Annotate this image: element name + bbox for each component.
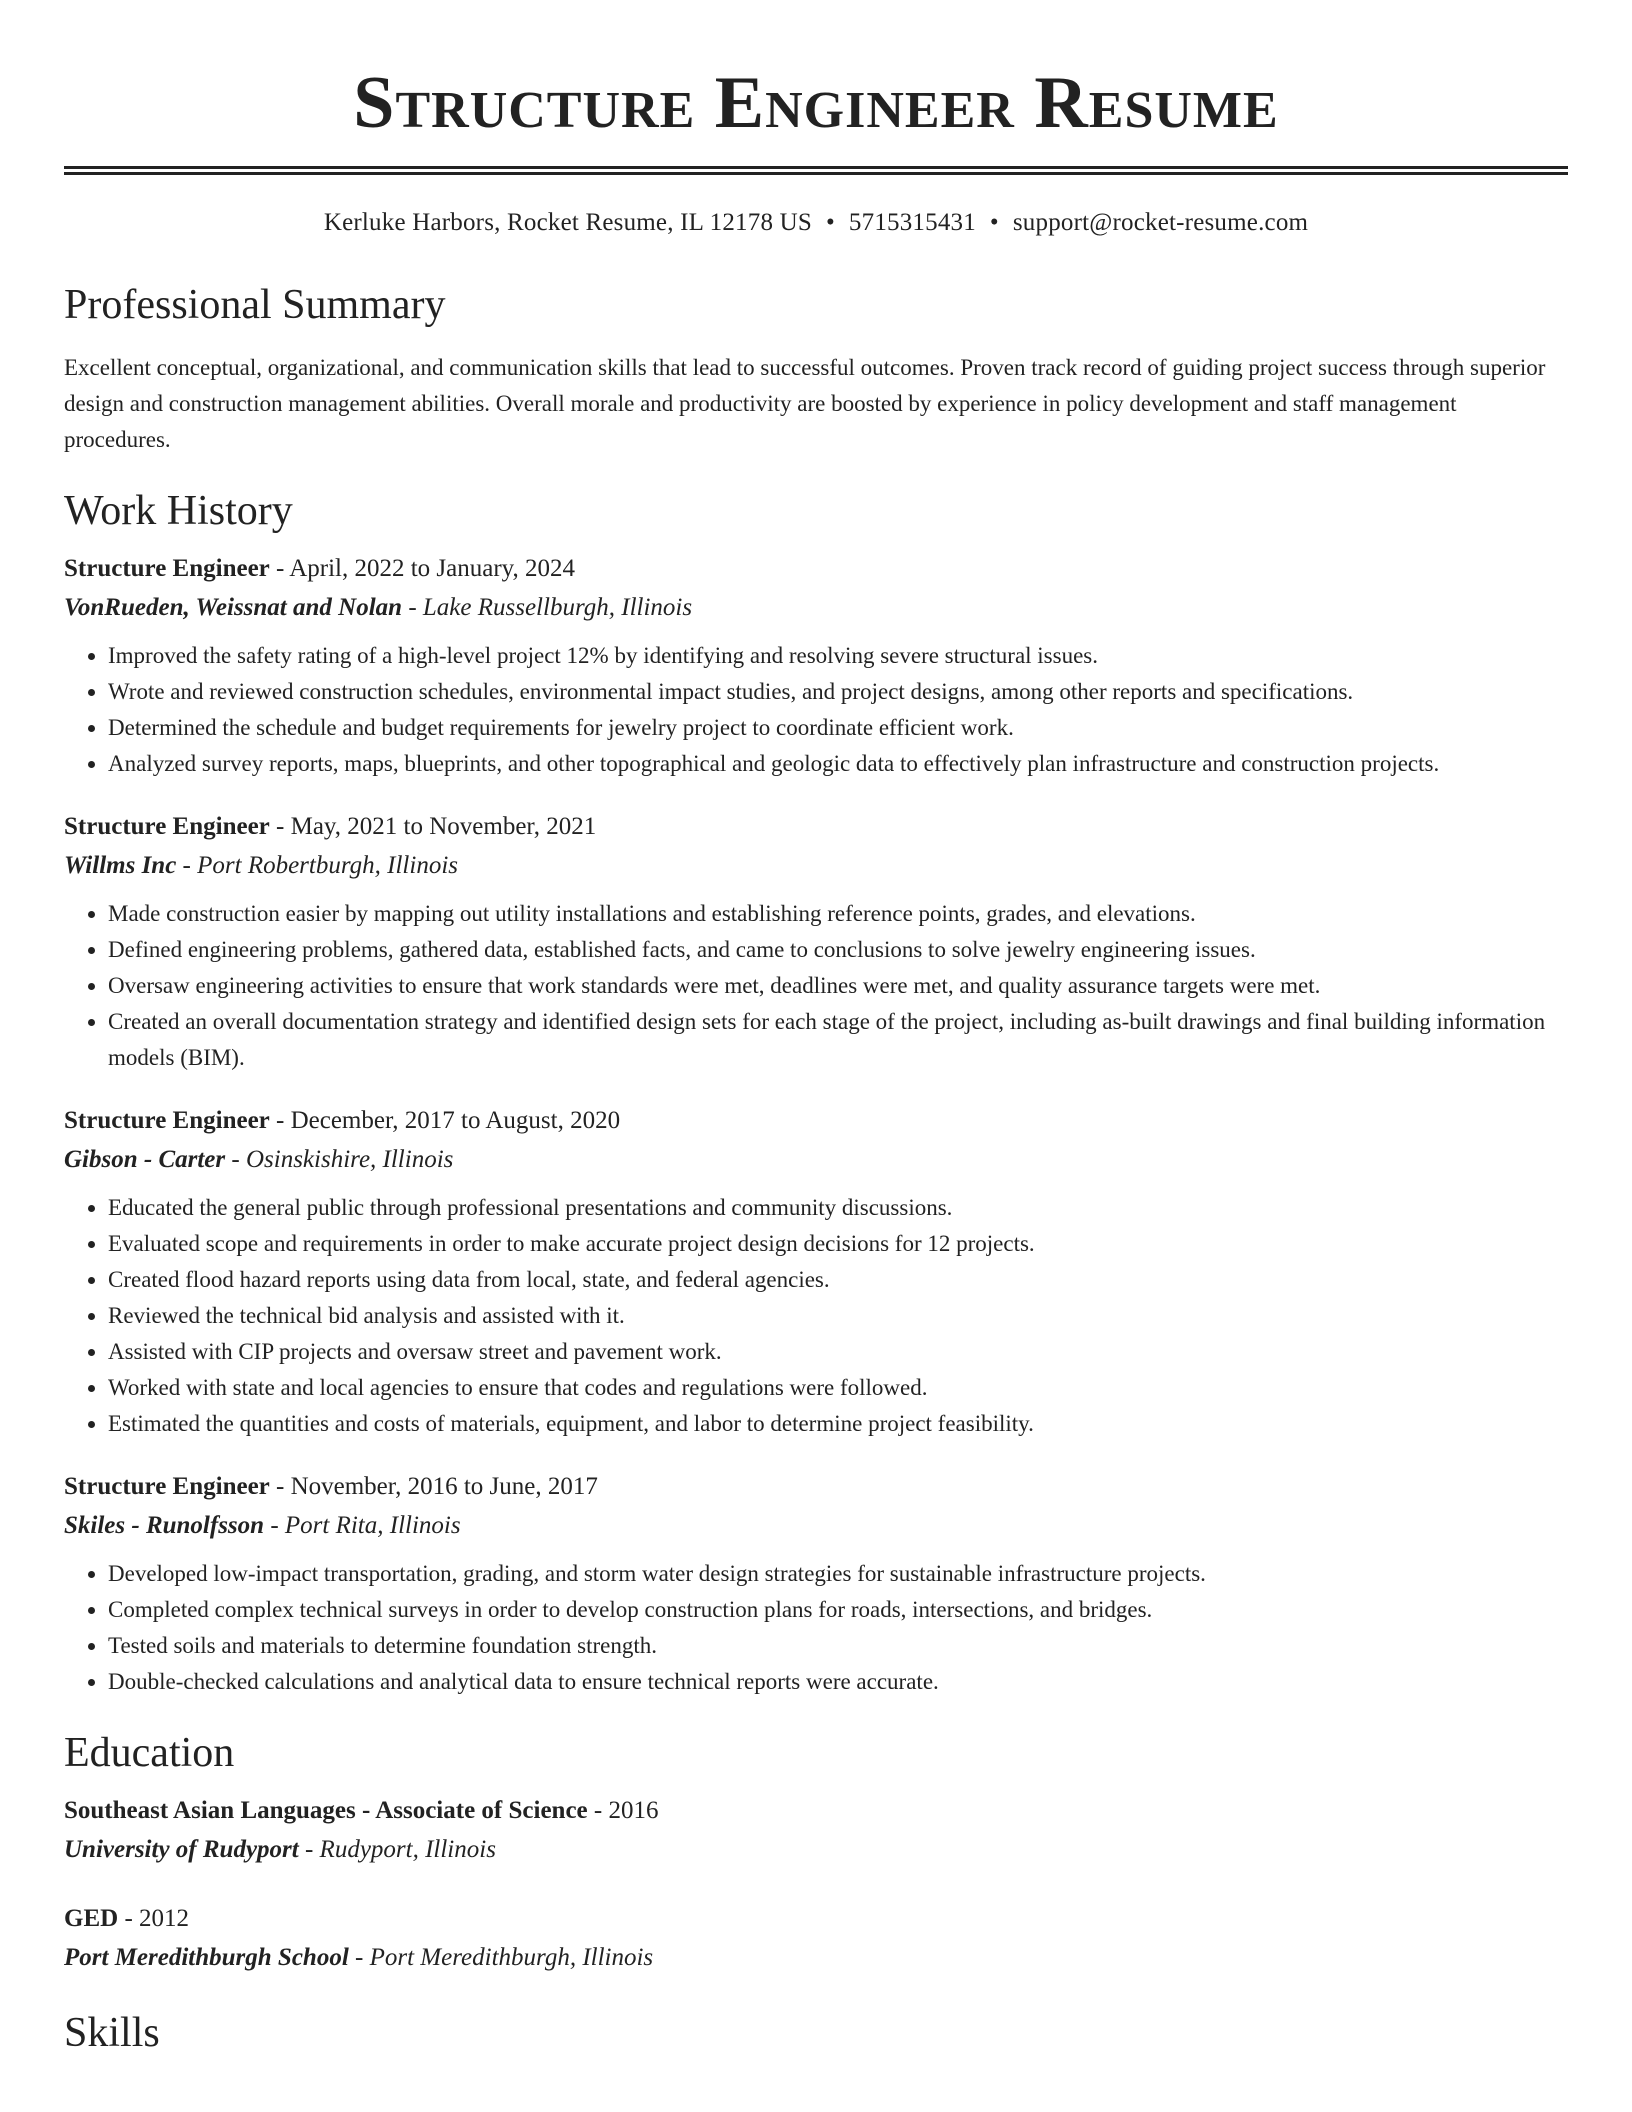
job-title-line (64, 1468, 1568, 1506)
job-bullet: • Created flood hazard reports using data from local, state, and federal agencies. (108, 1262, 1568, 1298)
job-entry (64, 1468, 1568, 1700)
degree-name: Southeast Asian Languages - Associate of Science (64, 1797, 588, 1824)
job-entry (64, 550, 1568, 782)
work-history-heading: Work History (64, 488, 293, 534)
employer-line (64, 1506, 1568, 1546)
job-dates: - May, 2021 to November, 2021 (269, 813, 597, 840)
degree-year: - 2012 (118, 1905, 190, 1932)
job-bullet: • Created an overall documentation strategy and identified design sets for each stage of the project, including as-built drawings and final building information models (BIM). (108, 1004, 1568, 1076)
title-divider (64, 166, 1568, 175)
job-bullet: • Worked with state and local agencies to ensure that codes and regulations were followed. (108, 1370, 1568, 1406)
job-bullet: • Determined the schedule and budget requirements for jewelry project to coordinate efficient work. (108, 710, 1568, 746)
job-bullet: • Assisted with CIP projects and oversaw street and pavement work. (108, 1334, 1568, 1370)
employer-line (64, 846, 1568, 886)
job-bullets (64, 1190, 1568, 1442)
job-bullet: • Improved the safety rating of a high-level project 12% by identifying and resolving severe structural issues. (108, 638, 1568, 674)
job-title: Structure Engineer (64, 1107, 270, 1134)
contact-address: Kerluke Harbors, Rocket Resume, IL 12178 US (323, 209, 812, 236)
job-title-line (64, 550, 1568, 588)
employer-name: Skiles - Runolfsson (64, 1512, 265, 1539)
job-title: Structure Engineer (64, 555, 270, 582)
job-bullet: • Wrote and reviewed construction schedules, environmental impact studies, and project designs, among other reports and specifications. (108, 674, 1568, 710)
education-entry (64, 1900, 1568, 1978)
job-bullets (64, 1556, 1568, 1700)
school-line (64, 1938, 1568, 1978)
job-bullet: • Analyzed survey reports, maps, blueprints, and other topographical and geologic data to effectively plan infrastructure and construction projects. (108, 746, 1568, 782)
skills-heading: Skills (64, 2010, 160, 2056)
job-title: Structure Engineer (64, 1473, 270, 1500)
job-bullet: • Double-checked calculations and analytical data to ensure technical reports were accurate. (108, 1664, 1568, 1700)
summary-heading: Professional Summary (64, 282, 446, 328)
job-bullet: • Oversaw engineering activities to ensure that work standards were met, deadlines were met, and quality assurance targets were met. (108, 968, 1568, 1004)
contact-phone: 5715315431 (848, 209, 976, 236)
summary-text: Excellent conceptual, organizational, and communication skills that lead to successful outcomes. Proven track record of guiding project success through superior design and construction management abilities. Overall morale and productivity are boosted by experience in policy development and staff management procedures. (64, 355, 1546, 452)
job-bullet: • Developed low-impact transportation, grading, and storm water design strategies for sustainable infrastructure projects. (108, 1556, 1568, 1592)
employer-line (64, 1140, 1568, 1180)
employer-location: - Lake Russellburgh, Illinois (402, 594, 693, 621)
job-bullet: • Evaluated scope and requirements in order to make accurate project design decisions for 12 projects. (108, 1226, 1568, 1262)
employer-name: VonRueden, Weissnat and Nolan (64, 594, 403, 621)
school-name: Port Meredithburgh School (64, 1944, 349, 1971)
job-dates: - April, 2022 to January, 2024 (269, 555, 576, 582)
employer-line (64, 588, 1568, 628)
employer-name: Willms Inc (64, 852, 177, 879)
degree-year: - 2016 (587, 1797, 659, 1824)
job-entry (64, 1102, 1568, 1442)
degree-name: GED (64, 1905, 119, 1932)
employer-location: - Port Robertburgh, Illinois (176, 852, 458, 879)
job-bullet: • Tested soils and materials to determine foundation strength. (108, 1628, 1568, 1664)
job-bullets (64, 896, 1568, 1076)
resume-page (64, 0, 1568, 2058)
job-title-line (64, 808, 1568, 846)
employer-location: - Port Rita, Illinois (264, 1512, 461, 1539)
school-location: - Port Meredithburgh, Illinois (348, 1944, 654, 1971)
employer-name: Gibson - Carter (64, 1146, 226, 1173)
job-bullet: • Estimated the quantities and costs of materials, equipment, and labor to determine project feasibility. (108, 1406, 1568, 1442)
job-dates: - December, 2017 to August, 2020 (269, 1107, 621, 1134)
resume-title: Structure Engineer Resume (353, 62, 1279, 144)
job-dates: - November, 2016 to June, 2017 (269, 1473, 598, 1500)
job-bullet: • Made construction easier by mapping out utility installations and establishing reference points, grades, and elevations. (108, 896, 1568, 932)
school-line (64, 1830, 1568, 1870)
job-bullet: • Reviewed the technical bid analysis and assisted with it. (108, 1298, 1568, 1334)
job-title: Structure Engineer (64, 813, 270, 840)
contact-line (64, 208, 1568, 238)
school-location: - Rudyport, Illinois (298, 1836, 496, 1863)
degree-line (64, 1900, 1568, 1938)
employer-location: - Osinskishire, Illinois (225, 1146, 454, 1173)
contact-separator: • (825, 209, 835, 236)
degree-line (64, 1792, 1568, 1830)
job-bullet: • Educated the general public through professional presentations and community discussions. (108, 1190, 1568, 1226)
job-entry (64, 808, 1568, 1076)
job-bullet: • Completed complex technical surveys in order to develop construction plans for roads, intersections, and bridges. (108, 1592, 1568, 1628)
contact-separator: • (989, 209, 999, 236)
education-heading: Education (64, 1730, 235, 1776)
job-bullets (64, 638, 1568, 782)
school-name: University of Rudyport (64, 1836, 299, 1863)
job-title-line (64, 1102, 1568, 1140)
job-bullet: • Defined engineering problems, gathered data, established facts, and came to conclusions to solve jewelry engineering issues. (108, 932, 1568, 968)
education-entry (64, 1792, 1568, 1870)
contact-email: support@rocket-resume.com (1012, 209, 1309, 236)
